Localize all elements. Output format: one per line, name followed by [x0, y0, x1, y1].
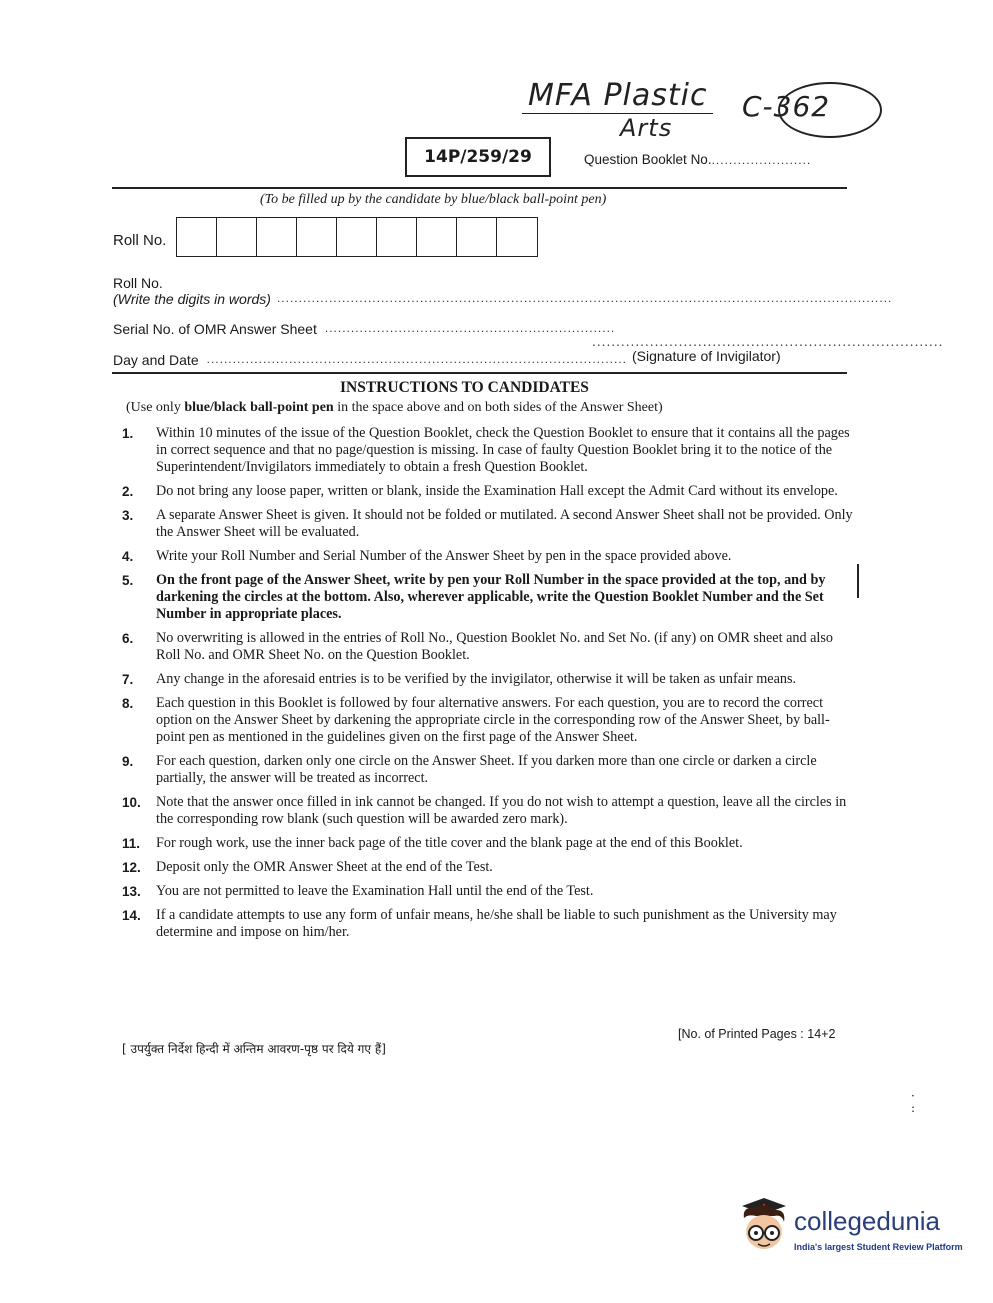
instruction-text: Write your Roll Number and Serial Number of the Answer Sheet by pen in the space provided above.: [156, 548, 732, 564]
signature-label: (Signature of Invigilator): [632, 348, 781, 364]
instruction-item: [122, 572, 857, 623]
signature-line[interactable]: .........................................................................: [592, 335, 944, 349]
roll-digit-box[interactable]: [297, 218, 337, 256]
instruction-item: [122, 425, 857, 476]
roll-digit-box[interactable]: [377, 218, 417, 256]
instruction-number: 10.: [122, 795, 141, 810]
instruction-number: 13.: [122, 884, 141, 899]
mascot-icon: [736, 1196, 792, 1258]
question-booklet-no: Question Booklet No........................: [584, 152, 812, 167]
instruction-text: No overwriting is allowed in the entries of Roll No., Question Booklet No. and Set No. (if any) on OMR sheet and also Roll No. and OMR Sheet No. on the Question Booklet.: [156, 630, 833, 663]
day-date-field[interactable]: Day and Date .................................................................................................: [113, 352, 628, 368]
instruction-text: Within 10 minutes of the issue of the Question Booklet, check the Question Booklet to ensure that it contains all the pages in correct sequence and that no page/question is missing. In case of faulty Question Booklet bring it to the notice of the Superintendent/Invigilators immediately to obtain a fresh Question Booklet.: [156, 425, 850, 475]
instruction-text: A separate Answer Sheet is given. It should not be folded or mutilated. A second Answer Sheet shall not be provided. Only the Answer Sheet will be evaluated.: [156, 507, 853, 540]
instructions-title: INSTRUCTIONS TO CANDIDATES: [340, 379, 589, 396]
roll-words-label: Roll No.: [113, 275, 163, 291]
roll-digit-box[interactable]: [497, 218, 537, 256]
instruction-text: On the front page of the Answer Sheet, write by pen your Roll Number in the space provided at the top, and by darkening the circles at the bottom. Also, wherever applicable, write the Question Booklet Number and the Set Number in appropriate places.: [156, 572, 826, 622]
instruction-item: [122, 671, 857, 688]
roll-words-field[interactable]: (Write the digits in words) ..............................................................................................................................................: [113, 291, 893, 307]
instruction-number: 4.: [122, 549, 134, 564]
omr-serial-field[interactable]: Serial No. of OMR Answer Sheet ...................................................................: [113, 321, 616, 337]
instruction-item: [122, 835, 857, 852]
instruction-text: If a candidate attempts to use any form of unfair means, he/she shall be liable to such punishment as the University may determine and impose on him/her.: [156, 907, 837, 940]
brand-name: collegedunia: [794, 1206, 941, 1236]
booklet-code: 14P/259/29: [424, 147, 532, 167]
fill-note: (To be filled up by the candidate by blue/black ball-point pen): [260, 192, 607, 207]
instruction-number: 7.: [122, 672, 134, 687]
top-rule: [112, 187, 847, 189]
instruction-text: For rough work, use the inner back page of the title cover and the blank page at the end of this Booklet.: [156, 835, 743, 851]
instruction-number: 1.: [122, 426, 134, 441]
margin-mark: [857, 564, 859, 598]
printed-pages: [No. of Printed Pages : 14+2: [678, 1027, 836, 1041]
instruction-item: [122, 907, 857, 941]
handwritten-code: C-362: [742, 90, 831, 123]
roll-digit-box[interactable]: [177, 218, 217, 256]
instruction-item: [122, 883, 857, 900]
booklet-code-box: [405, 137, 551, 177]
instruction-item: [122, 859, 857, 876]
instruction-item: [122, 695, 857, 746]
collegedunia-logo: [736, 1196, 961, 1262]
instruction-item: [122, 507, 857, 541]
instruction-text: Each question in this Booklet is followed by four alternative answers. For each question, you are to record the correct option on the Answer Sheet by darkening the appropriate circle in the corresponding row of the Answer Sheet, by ball-point pen as mentioned in the guidelines given on the first page of the Answer Sheet.: [156, 695, 830, 745]
handwritten-subtitle: Arts: [620, 114, 673, 142]
instruction-number: 9.: [122, 754, 134, 769]
instruction-item: [122, 753, 857, 787]
roll-digit-box[interactable]: [337, 218, 377, 256]
handwritten-circle: [778, 82, 882, 138]
instruction-number: 6.: [122, 631, 134, 646]
instruction-number: 5.: [122, 573, 134, 588]
roll-digit-box[interactable]: [257, 218, 297, 256]
instruction-number: 12.: [122, 860, 141, 875]
instruction-text: Do not bring any loose paper, written or blank, inside the Examination Hall except the Admit Card without its envelope.: [156, 483, 838, 499]
mid-rule: [112, 372, 847, 374]
instruction-item: [122, 630, 857, 664]
brand-tagline: India's largest Student Review Platform: [794, 1242, 963, 1252]
instruction-item: [122, 548, 857, 565]
hindi-note: [ उपर्युक्त निर्देश हिन्दी में अन्तिम आवरण-पृष्ठ पर दिये गए हैं]: [122, 1042, 386, 1056]
instruction-text: Any change in the aforesaid entries is to be verified by the invigilator, otherwise it will be taken as unfair means.: [156, 671, 797, 687]
instruction-text: You are not permitted to leave the Examination Hall until the end of the Test.: [156, 883, 594, 899]
handwritten-title: MFA Plastic: [522, 78, 713, 114]
roll-no-label: Roll No.: [113, 232, 167, 249]
instruction-item: [122, 794, 857, 828]
instruction-text: Note that the answer once filled in ink cannot be changed. If you do not wish to attempt a question, leave all the circles in the corresponding row blank (such question will be awarded zero mark).: [156, 794, 847, 827]
instruction-text: For each question, darken only one circle on the Answer Sheet. If you darken more than one circle or darken a circle partially, the answer will be treated as incorrect.: [156, 753, 817, 786]
instruction-item: [122, 483, 857, 500]
roll-digit-box[interactable]: [217, 218, 257, 256]
roll-digit-box[interactable]: [457, 218, 497, 256]
margin-dots: · :: [911, 1089, 916, 1115]
instruction-number: 11.: [122, 836, 141, 851]
instruction-text: Deposit only the OMR Answer Sheet at the end of the Test.: [156, 859, 493, 875]
instruction-number: 2.: [122, 484, 134, 499]
instructions-intro: (Use only blue/black ball-point pen in the space above and on both sides of the Answer Sheet): [126, 400, 663, 415]
instruction-number: 14.: [122, 908, 141, 923]
roll-digit-box[interactable]: [417, 218, 457, 256]
instruction-number: 8.: [122, 696, 134, 711]
roll-no-boxes[interactable]: [176, 217, 538, 257]
instructions-list: [122, 425, 857, 948]
instruction-number: 3.: [122, 508, 134, 523]
